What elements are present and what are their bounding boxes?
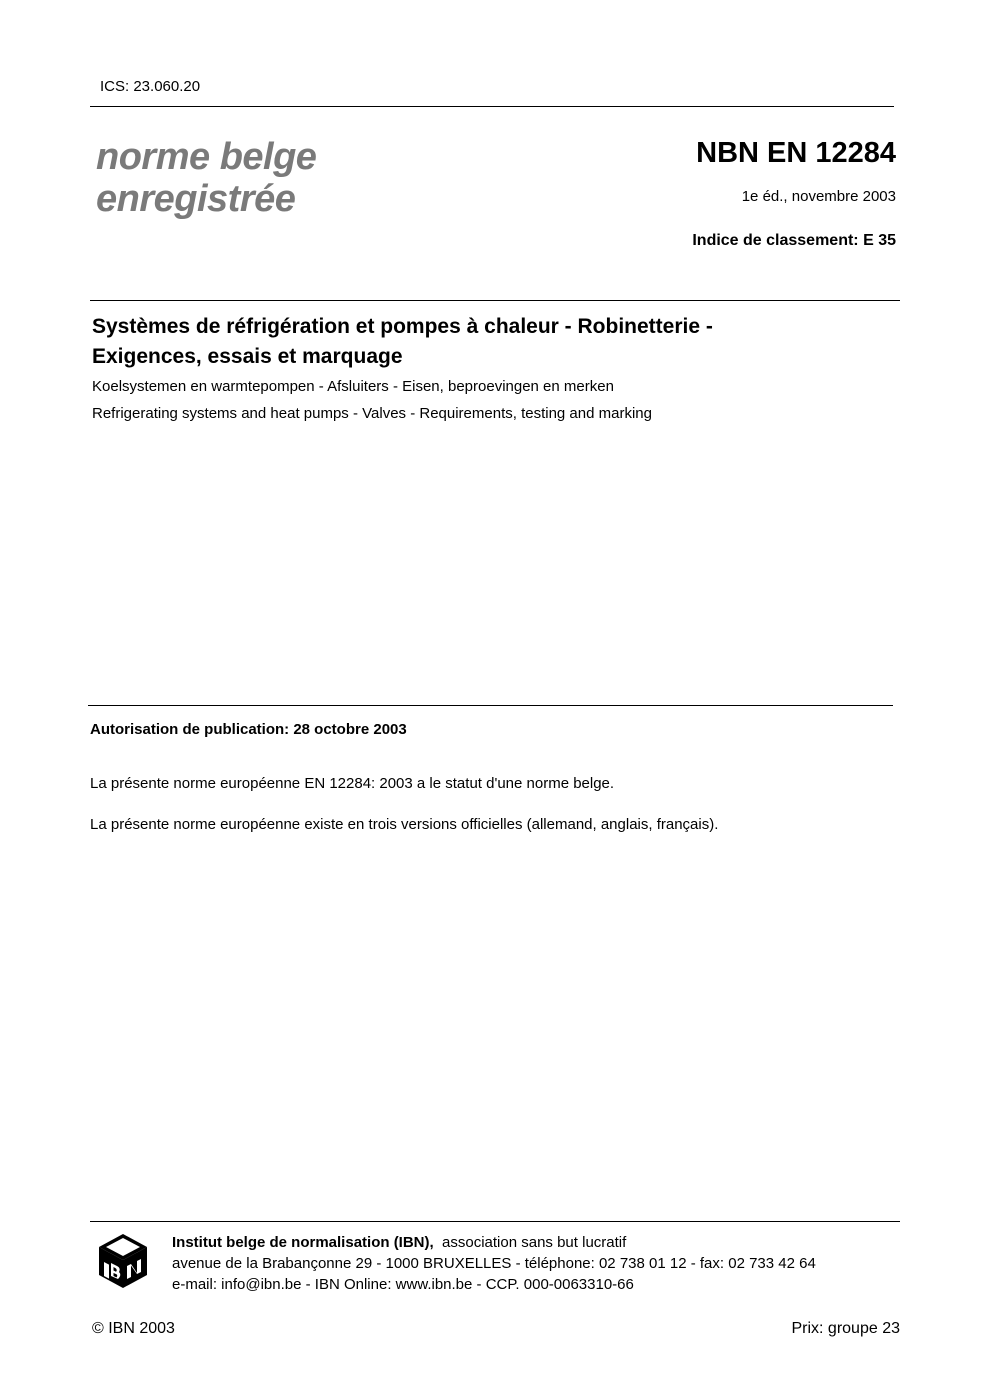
french-title-line-2: Exigences, essais et marquage xyxy=(92,345,403,368)
institute-address: avenue de la Brabançonne 29 - 1000 BRUXELLES - téléphone: 02 738 01 12 - fax: 02 733 42 64 xyxy=(172,1255,816,1272)
title-divider xyxy=(90,300,900,301)
french-title xyxy=(92,312,852,372)
ics-code: ICS: 23.060.20 xyxy=(100,78,201,95)
status-paragraph: La présente norme européenne EN 12284: 2003 a le statut d'une norme belge. xyxy=(90,775,615,792)
french-title-line-1: Systèmes de réfrigération et pompes à chaleur - Robinetterie - xyxy=(92,315,713,338)
versions-paragraph: La présente norme européenne existe en trois versions officielles (allemand, anglais, français). xyxy=(90,816,719,833)
footer-divider xyxy=(90,1221,900,1222)
ibn-logo-icon xyxy=(97,1232,149,1290)
dutch-title: Koelsystemen en warmtepompen - Afsluiters - Eisen, beproevingen en merken xyxy=(92,378,614,395)
edition-date: 1e éd., novembre 2003 xyxy=(741,188,896,205)
brand-line-1: norme belge xyxy=(96,136,317,178)
classification-index: Indice de classement: E 35 xyxy=(692,232,896,249)
english-title: Refrigerating systems and heat pumps - Valves - Requirements, testing and marking xyxy=(92,405,652,422)
top-divider xyxy=(90,106,894,107)
body-divider xyxy=(88,705,893,706)
institute-type: association sans but lucratif xyxy=(442,1234,627,1251)
standard-number: NBN EN 12284 xyxy=(696,137,896,169)
institute-name: Institut belge de normalisation (IBN), xyxy=(172,1234,434,1251)
price-group: Prix: groupe 23 xyxy=(791,1320,900,1337)
institute-line xyxy=(172,1232,816,1253)
publication-authorization: Autorisation de publication: 28 octobre 2003 xyxy=(90,721,407,738)
institute-contact: e-mail: info@ibn.be - IBN Online: www.ibn.be - CCP. 000-0063310-66 xyxy=(172,1276,634,1293)
copyright-notice: © IBN 2003 xyxy=(92,1320,175,1337)
brand-heading xyxy=(96,136,316,220)
brand-line-2: enregistrée xyxy=(96,178,296,220)
institute-contact-block xyxy=(172,1232,816,1295)
ibn-logo xyxy=(97,1232,149,1290)
